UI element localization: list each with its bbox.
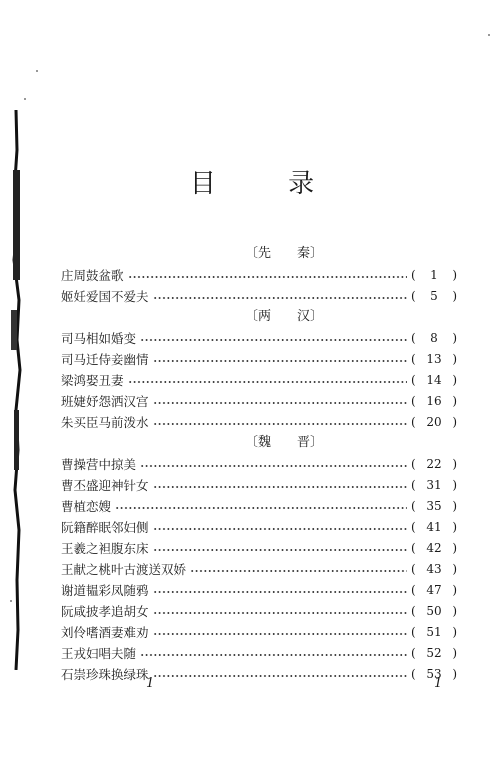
leader-dots [115,507,407,509]
entry-page-number: 50 [426,603,442,618]
entry-page-number: 43 [426,561,442,576]
page-title: 目 录 [189,169,347,199]
entry-title: 曹丕盛迎神针女 [61,477,149,493]
entry-title: 曹植恋嫂 [61,498,112,514]
entry-page-number: 35 [426,498,442,513]
entry-page-number: 20 [426,414,442,429]
section-heading: 〔先 秦〕 [244,246,323,261]
entry-page-number: 42 [426,540,442,555]
toc-entry[interactable] [61,369,457,390]
entry-title: 曹操营中掠美 [61,456,137,472]
entry-page-number: 5 [430,288,438,303]
toc-entry[interactable] [61,411,457,432]
leader-dots [153,402,407,404]
entry-page-number: 8 [430,330,438,345]
leader-dots [190,570,407,572]
toc-entry[interactable] [61,579,457,600]
entry-title: 司马迁侍妾幽情 [61,351,149,367]
entry-title: 阮籍醉眠邻妇侧 [61,519,149,535]
entry-page: ( 5 ) [411,288,457,303]
entry-page: ( 35 ) [411,498,457,513]
entry-page: ( 50 ) [411,603,457,618]
folio-left: 1 [146,676,155,691]
leader-dots [153,297,407,299]
toc-entry[interactable] [61,516,457,537]
entry-page: ( 1 ) [411,267,457,282]
entry-page-number: 53 [426,666,442,681]
toc-entry[interactable] [61,663,457,684]
entry-page: ( 16 ) [411,393,457,408]
toc-entry[interactable] [61,537,457,558]
toc-entry[interactable] [61,390,457,411]
leader-dots [140,339,407,341]
leader-dots [153,549,407,551]
scan-speck [24,98,26,100]
toc-entry[interactable] [61,474,457,495]
leader-dots [153,360,407,362]
toc-entry[interactable] [61,642,457,663]
entry-title: 司马相如婚变 [61,330,137,346]
leader-dots [153,675,407,677]
entry-title: 石崇珍珠换绿珠 [61,666,149,682]
entry-page-number: 52 [426,645,442,660]
entry-page: ( 53 ) [411,666,457,681]
entry-page: ( 47 ) [411,582,457,597]
entry-page: ( 8 ) [411,330,457,345]
leader-dots [153,633,407,635]
entry-page: ( 22 ) [411,456,457,471]
entry-page-number: 14 [426,372,442,387]
leader-dots [153,423,407,425]
entry-title: 庄周鼓盆歌 [61,267,124,283]
entry-page: ( 52 ) [411,645,457,660]
entry-page: ( 13 ) [411,351,457,366]
scan-speck [488,34,490,36]
folio-right: 1 [434,676,443,691]
entry-title: 王羲之袒腹东床 [61,540,149,556]
leader-dots [153,591,407,593]
leader-dots [153,612,407,614]
entry-page: ( 20 ) [411,414,457,429]
entry-page-number: 47 [426,582,442,597]
toc-entry[interactable] [61,621,457,642]
toc-entry[interactable] [61,348,457,369]
entry-page: ( 31 ) [411,477,457,492]
entry-page: ( 51 ) [411,624,457,639]
entry-title: 谢道韫彩凤随鸦 [61,582,149,598]
leader-dots [153,486,407,488]
toc-entry[interactable] [61,264,457,285]
leader-dots [140,465,407,467]
entry-title: 刘伶嗜酒妻难劝 [61,624,149,640]
section-heading: 〔两 汉〕 [244,309,323,324]
entry-page: ( 41 ) [411,519,457,534]
scan-speck [36,70,38,72]
toc-entry[interactable] [61,453,457,474]
section-heading: 〔魏 晋〕 [244,435,323,450]
toc-entry[interactable] [61,558,457,579]
entry-page-number: 22 [426,456,442,471]
entry-page: ( 43 ) [411,561,457,576]
toc-entry[interactable] [61,327,457,348]
entry-title: 姬妊爱国不爱夫 [61,288,149,304]
entry-title: 王献之桃叶古渡送双娇 [61,561,187,577]
entry-page: ( 42 ) [411,540,457,555]
leader-dots [153,528,407,530]
entry-title: 班婕妤怨洒汉宫 [61,393,149,409]
entry-title: 王戎妇唱夫随 [61,645,137,661]
entry-title: 阮咸披孝追胡女 [61,603,149,619]
entry-page-number: 13 [426,351,442,366]
scan-speck [10,600,12,602]
toc-entry[interactable] [61,285,457,306]
toc-entry[interactable] [61,495,457,516]
entry-title: 朱买臣马前泼水 [61,414,149,430]
entry-page-number: 51 [426,624,442,639]
toc-entry[interactable] [61,600,457,621]
leader-dots [128,381,407,383]
leader-dots [128,276,407,278]
entry-page: ( 14 ) [411,372,457,387]
entry-page-number: 31 [426,477,442,492]
entry-page-number: 1 [430,267,438,282]
leader-dots [140,654,407,656]
entry-page-number: 16 [426,393,442,408]
entry-page-number: 41 [426,519,442,534]
entry-title: 梁鸿娶丑妻 [61,372,124,388]
table-of-contents [61,243,457,684]
